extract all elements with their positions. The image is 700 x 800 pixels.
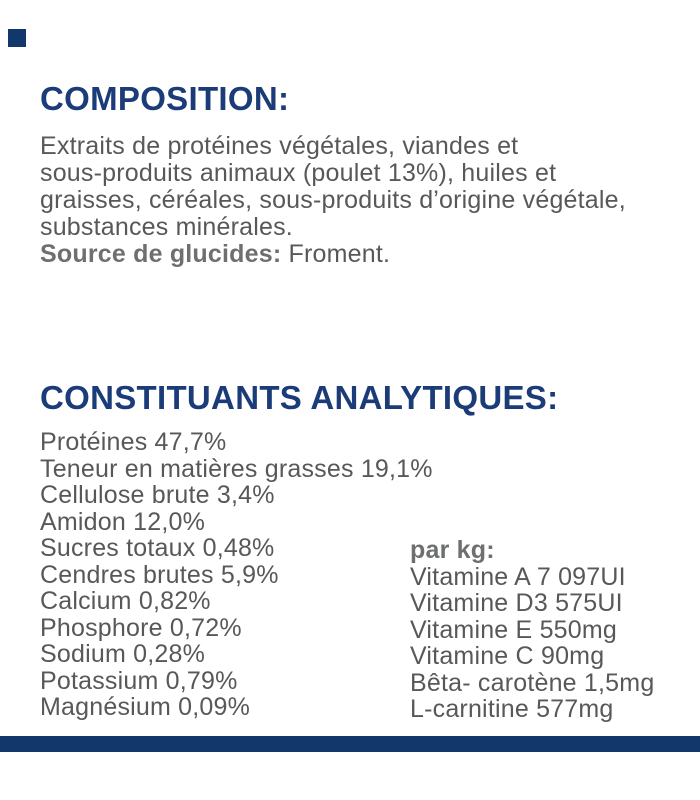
analytical-item: Protéines 47,7%: [40, 428, 227, 456]
analytical-constituents-heading: CONSTITUANTS ANALYTIQUES:: [40, 379, 559, 416]
per-kg-item: Vitamine E 550mg: [410, 615, 618, 644]
analytical-item: Amidon 12,0%: [40, 507, 205, 536]
composition-line: sous-produits animaux (poulet 13%), huiles et: [40, 159, 557, 187]
composition-line: substances minérales.: [40, 213, 293, 241]
analytical-item: Potassium 0,79%: [40, 666, 238, 695]
per-kg-item: Vitamine C 90mg: [410, 642, 605, 670]
composition-line: Extraits de protéines végétales, viandes et: [40, 132, 519, 160]
per-kg-label: par kg:: [410, 536, 495, 564]
per-kg-block: [410, 537, 654, 723]
analytical-item: Phosphore 0,72%: [40, 613, 242, 642]
corner-accent-square: [8, 29, 26, 47]
analytical-item: Sodium 0,28%: [40, 640, 205, 668]
analytical-item: Magnésium 0,09%: [40, 693, 251, 721]
analytical-constituents-list: [40, 429, 433, 721]
analytical-item: Cendres brutes 5,9%: [40, 560, 279, 589]
composition-text-block: [40, 133, 626, 268]
per-kg-item: Vitamine D3 575UI: [410, 589, 623, 617]
carb-source-value: Froment.: [281, 240, 391, 268]
composition-heading: COMPOSITION:: [40, 80, 290, 117]
composition-line: graisses, céréales, sous-produits d’origine végétale,: [40, 186, 626, 214]
analytical-item: Calcium 0,82%: [40, 587, 211, 615]
bottom-navy-bar: [0, 736, 700, 752]
analytical-item: Teneur en matières grasses 19,1%: [40, 454, 433, 483]
carb-source-line: [40, 241, 626, 268]
per-kg-item: L-carnitine 577mg: [410, 695, 614, 723]
per-kg-list: [410, 564, 654, 723]
carb-source-label: Source de glucides:: [40, 240, 282, 268]
per-kg-item: Vitamine A 7 097UI: [410, 562, 626, 591]
per-kg-item: Bêta- carotène 1,5mg: [410, 668, 655, 697]
analytical-item: Sucres totaux 0,48%: [40, 534, 275, 562]
analytical-item: Cellulose brute 3,4%: [40, 481, 275, 509]
composition-lines: [40, 133, 626, 241]
